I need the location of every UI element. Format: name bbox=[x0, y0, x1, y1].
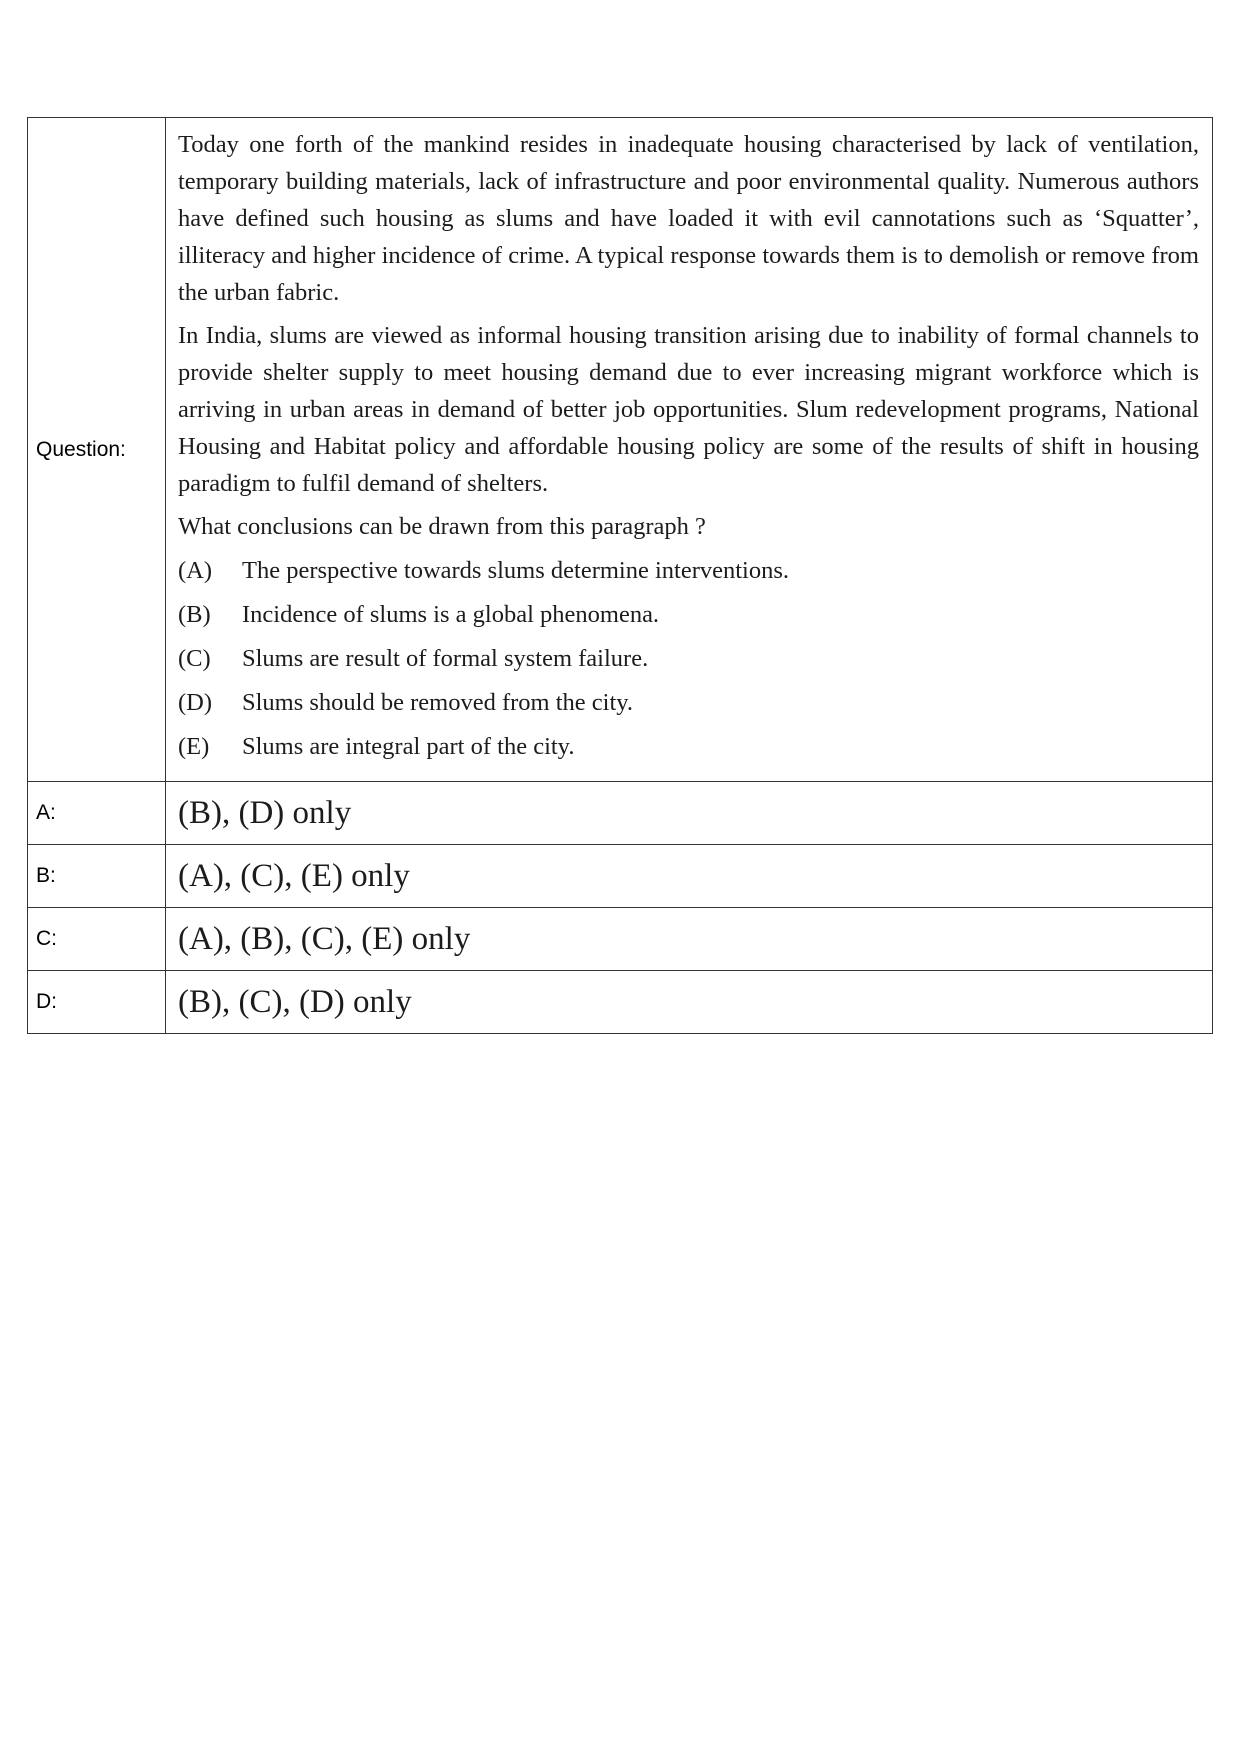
question-paragraph-2: In India, slums are viewed as informal housing transition arising due to inability of formal channels to provide shelter supply to meet housing demand due to ever increasing migrant workforce which is arriving in urban areas in demand of better job opportunities. Slum redevelopment programs, National Housing and Habitat policy and affordable housing policy are some of the results of shift in housing paradigm to fulfil demand of shelters. bbox=[178, 322, 1199, 497]
statement-text: Incidence of slums is a global phenomena. bbox=[242, 601, 660, 628]
statement-key: (D) bbox=[178, 689, 213, 716]
answer-text: (A), (C), (E) only bbox=[166, 845, 1213, 908]
answer-label: D: bbox=[28, 971, 166, 1034]
answer-option-d[interactable] bbox=[28, 971, 1213, 1034]
answer-text: (B), (C), (D) only bbox=[166, 971, 1213, 1034]
answer-label: B: bbox=[28, 845, 166, 908]
answer-text: (B), (D) only bbox=[166, 782, 1213, 845]
statement-key: (B) bbox=[178, 601, 211, 628]
answer-option-c[interactable] bbox=[28, 908, 1213, 971]
answer-label: A: bbox=[28, 782, 166, 845]
question-table bbox=[27, 117, 1213, 1034]
statement-text: Slums should be removed from the city. bbox=[242, 689, 634, 716]
statement-text: Slums are result of formal system failure. bbox=[242, 645, 649, 672]
question-label: Question: bbox=[28, 118, 166, 782]
statement-key: (E) bbox=[178, 733, 210, 760]
statement-text: The perspective towards slums determine interventions. bbox=[242, 557, 790, 584]
answer-option-b[interactable] bbox=[28, 845, 1213, 908]
statement-b bbox=[178, 593, 1199, 637]
answer-text: (A), (B), (C), (E) only bbox=[166, 908, 1213, 971]
statement-d bbox=[178, 681, 1199, 725]
statement-c bbox=[178, 637, 1199, 681]
question-prompt: What conclusions can be drawn from this paragraph ? bbox=[178, 513, 706, 540]
question-content bbox=[166, 118, 1213, 782]
statement-key: (C) bbox=[178, 645, 211, 672]
question-row bbox=[28, 118, 1213, 782]
answer-option-a[interactable] bbox=[28, 782, 1213, 845]
statement-e bbox=[178, 725, 1199, 769]
statement-a bbox=[178, 549, 1199, 593]
statement-key: (A) bbox=[178, 557, 213, 584]
answer-label: C: bbox=[28, 908, 166, 971]
statement-text: Slums are integral part of the city. bbox=[242, 733, 575, 760]
question-paragraph-1: Today one forth of the mankind resides in inadequate housing characterised by lack of ventilation, temporary building materials, lack of infrastructure and poor environmental quality. Numerous authors have defined such housing as slums and have loaded it with evil cannotations such as ‘Squatter’, illiteracy and higher incidence of crime. A typical response towards them is to demolish or remove from the urban fabric. bbox=[178, 131, 1199, 306]
